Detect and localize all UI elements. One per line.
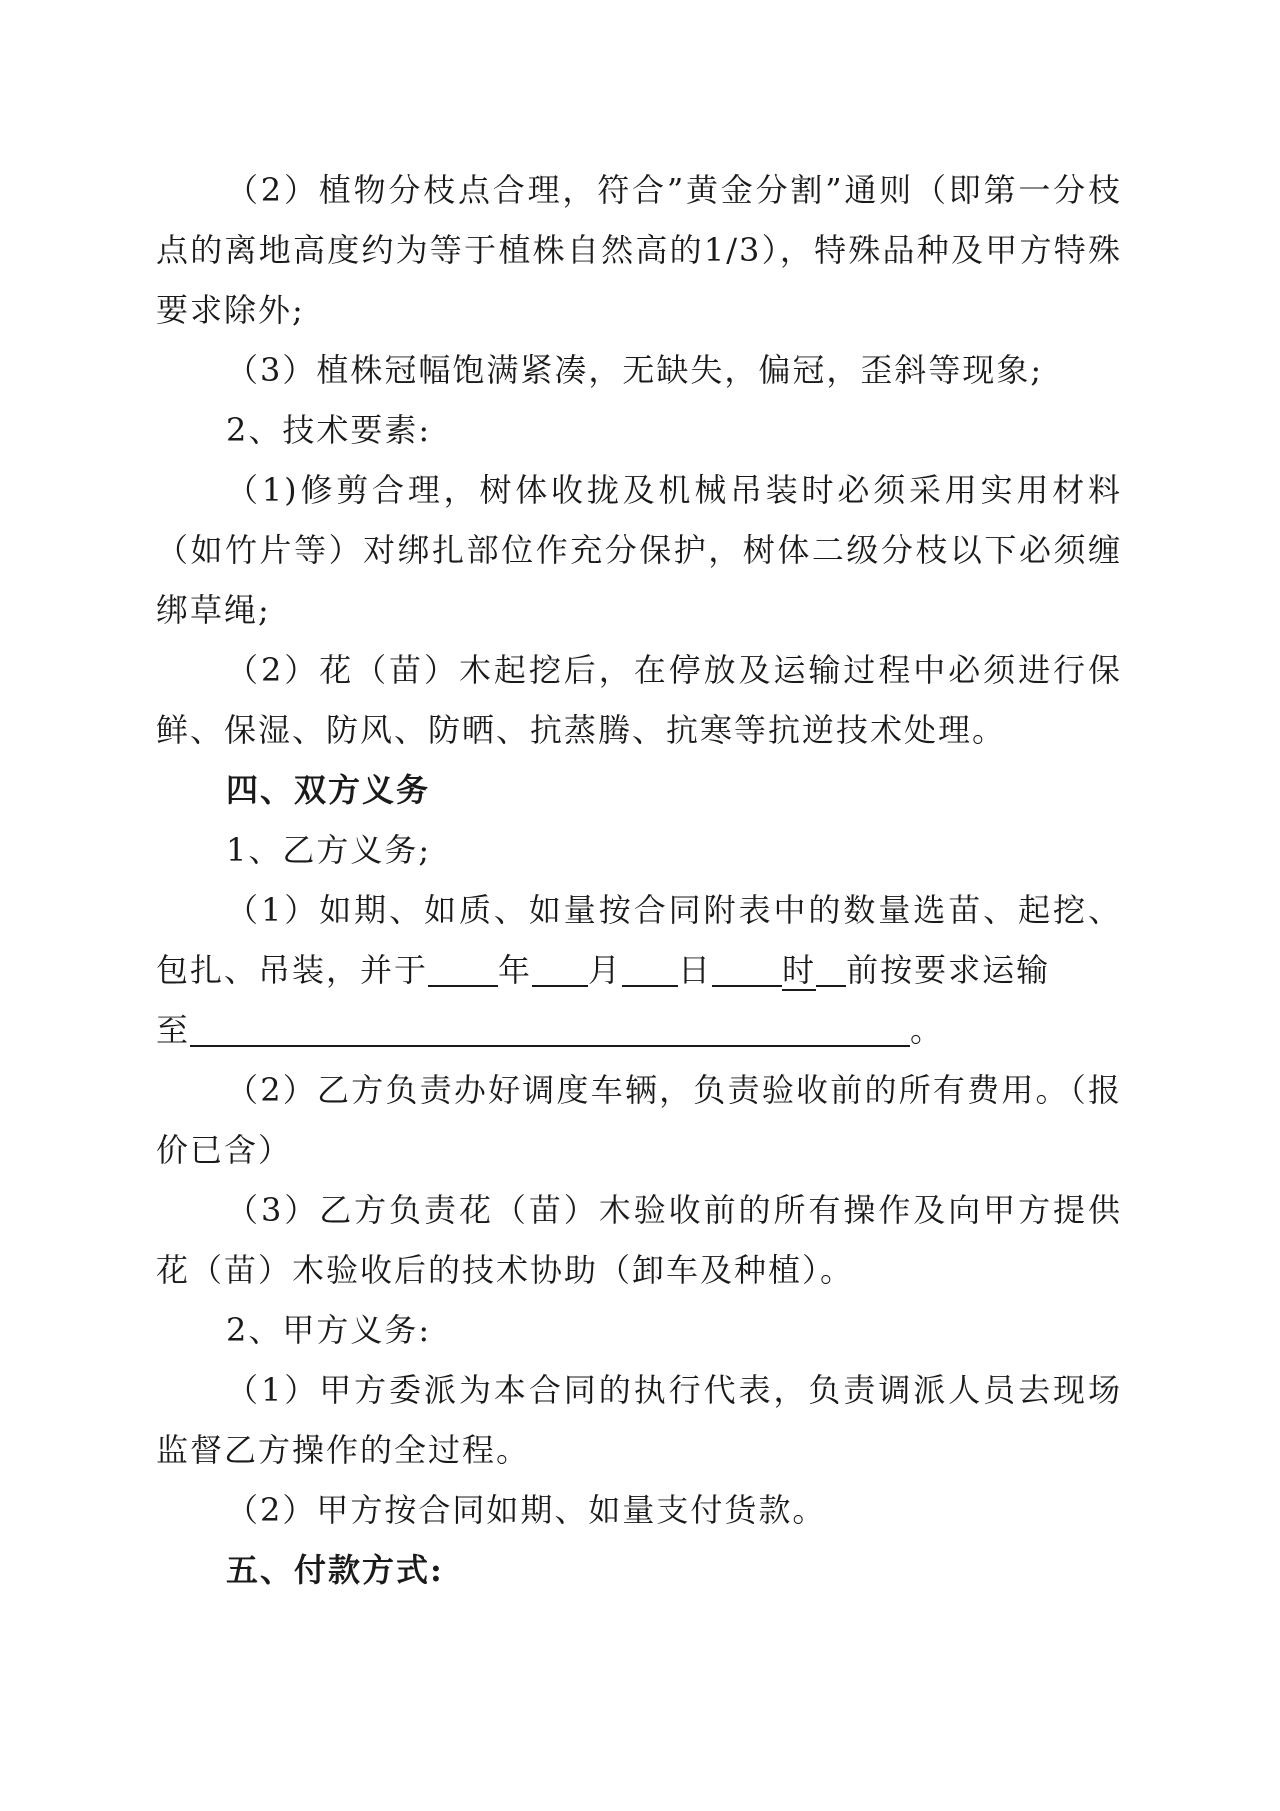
paragraph-branching-point: （2）植物分枝点合理，符合”黄金分割”通则（即第一分枝点的离地高度约为等于植株自然高的1/3），特殊品种及甲方特殊要求除外; (156, 171, 1122, 329)
blank-day-field[interactable] (622, 951, 678, 987)
label-year: 年 (498, 951, 533, 989)
destination-line (156, 1000, 1122, 1060)
section-party-a-obligations: 2、甲方义务: (226, 1311, 432, 1349)
label-hour: 时 (782, 951, 817, 989)
label-destination-prefix: 至 (156, 1011, 191, 1049)
blank-month-field[interactable] (532, 951, 588, 987)
label-destination-suffix: 。 (910, 1011, 945, 1049)
delivery-tail-text: 前按要求运输 (846, 951, 1051, 989)
paragraph-payment-obligation: （2）甲方按合同如期、如量支付货款。 (226, 1491, 827, 1529)
paragraph-vehicle-costs: （2）乙方负责办好调度车辆，负责验收前的所有费用。（报价已含） (156, 1071, 1122, 1169)
delivery-lead-text: （1）如期、如质、如量按合同附表中的数量选苗、起挖、包扎、吊装，并于 (156, 891, 1122, 989)
blank-hour-field-tail[interactable] (816, 951, 846, 987)
section-party-b-obligations: 1、乙方义务; (226, 831, 432, 869)
paragraph-pruning-protection: （1)修剪合理，树体收拢及机械吊装时必须采用实用材料（如竹片等）对绑扎部位作充分保护，树体二级分枝以下必须缠绑草绳; (156, 471, 1122, 629)
heading-mutual-obligations: 四、双方义务 (226, 771, 431, 809)
section-technical-elements: 2、技术要素: (226, 411, 432, 449)
document-body (156, 160, 1122, 1600)
blank-year-field[interactable] (428, 951, 498, 987)
label-day: 日 (678, 951, 713, 989)
paragraph-delivery-schedule (156, 880, 1122, 1060)
heading-payment-method: 五、付款方式: (226, 1551, 444, 1589)
paragraph-crown-shape: （3）植株冠幅饱满紧凑，无缺失，偏冠，歪斜等现象; (226, 351, 1044, 389)
blank-hour-field[interactable] (712, 951, 782, 987)
blank-destination-field[interactable] (190, 1011, 910, 1047)
paragraph-supervision: （1）甲方委派为本合同的执行代表，负责调派人员去现场监督乙方操作的全过程。 (156, 1371, 1122, 1469)
paragraph-technical-assistance: （3）乙方负责花（苗）木验收前的所有操作及向甲方提供花（苗）木验收后的技术协助（卸车及种植）。 (156, 1191, 1122, 1289)
label-month: 月 (588, 951, 623, 989)
paragraph-transport-treatment: （2）花（苗）木起挖后，在停放及运输过程中必须进行保鲜、保湿、防风、防晒、抗蒸腾、抗寒等抗逆技术处理。 (156, 651, 1122, 749)
